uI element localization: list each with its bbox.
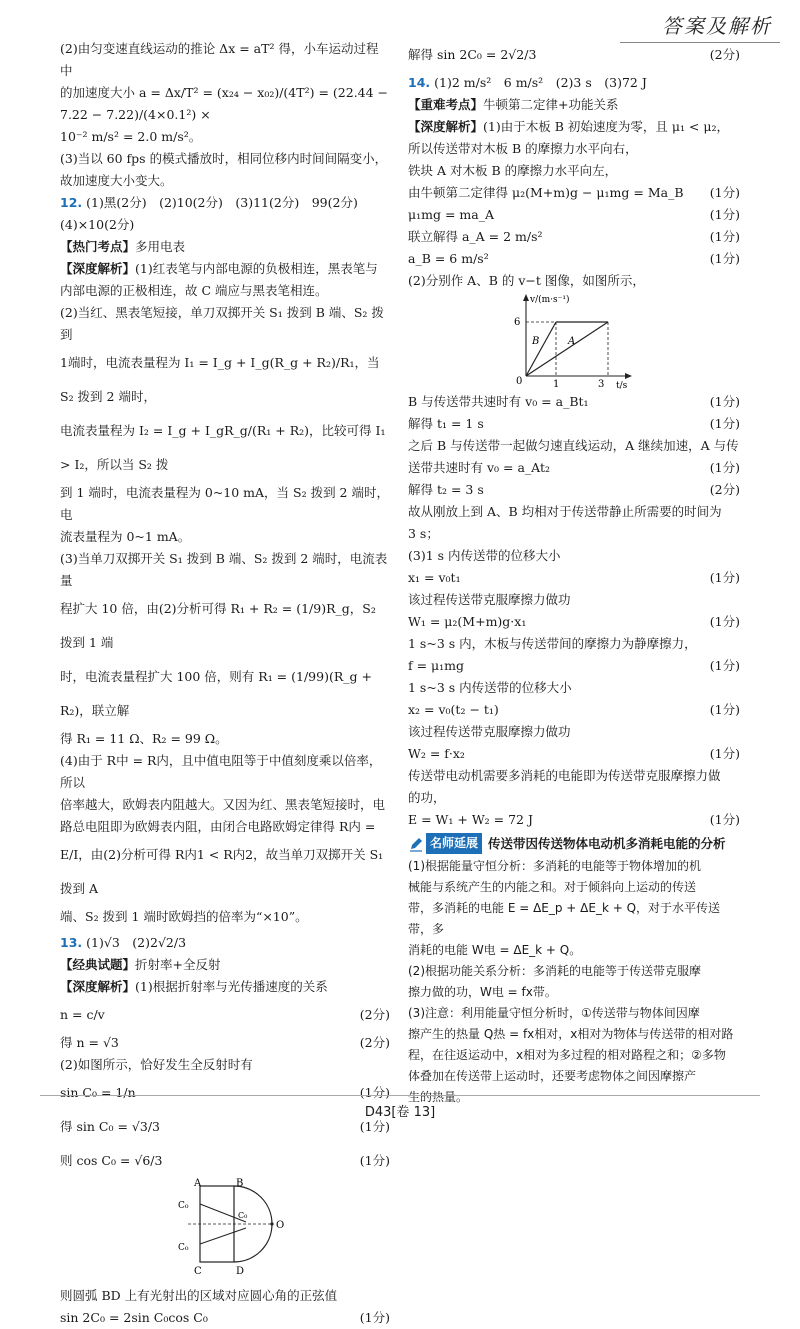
text-line: 倍率越大，欧姆表内阻越大。又因为红、黑表笔短接时，电 (60, 797, 386, 812)
text-line: 10⁻² m/s² = 2.0 m/s²。 (60, 129, 202, 144)
equation-row: a_B = 6 m/s² (1分) (408, 251, 740, 266)
text-line: 该过程传送带克服摩擦力做功 (408, 724, 571, 739)
equation-row: 解得 sin 2C₀ = 2√2/3 (2分) (408, 47, 740, 62)
diagram-label-c0-bottom: C₀ (178, 1243, 189, 1253)
line-a (526, 322, 608, 376)
graph-ytick-6: 6 (514, 317, 521, 328)
q14-analysis: 【深度解析】(1)由于木板 B 初始速度为零，且 μ₁ < μ₂， (408, 119, 730, 134)
text-line: (1)根据能量守恒分析：多消耗的电能等于物体增加的机 (408, 859, 702, 873)
text-line: E/I，由(2)分析可得 R内1 < R内2，故当单刀双掷开关 S₁ 拨到 A (60, 847, 384, 896)
text-line: (3)当以 60 fps 的模式播放时，相同位移内时间间隔变小， (60, 151, 388, 166)
text-line: 1 s~3 s 内传送带的位移大小 (408, 680, 572, 695)
graph-label-a: A (568, 336, 576, 347)
diagram-label-d: D (236, 1266, 245, 1277)
q13-number: 13. (60, 935, 83, 950)
text-line: (2)当红、黑表笔短接，单刀双掷开关 S₁ 拨到 B 端、S₂ 拨到 (60, 305, 384, 342)
equation-row: n = c/v (2分) (60, 1007, 390, 1022)
equation-row: W₁ = μ₂(M+m)g·x₁ (1分) (408, 614, 740, 629)
text-line: 到 1 端时，电流表量程为 0~10 mA，当 S₂ 拨到 2 端时，电 (60, 485, 389, 522)
equation-row: x₁ = v₀t₁ (1分) (408, 570, 740, 585)
diagram-label-b: B (236, 1178, 244, 1189)
q12-answer-cont: (4)×10(2分) (60, 217, 135, 232)
ray-lower (200, 1228, 246, 1244)
text-line: 擦产生的热量 Q热 = fx相对，x相对为物体与传送带的相对路 (408, 1027, 734, 1041)
graph-ylabel: v/(m·s⁻¹) (530, 295, 570, 305)
text-line: 生的热量。 (408, 1090, 469, 1104)
graph-xtick-3: 3 (598, 379, 605, 390)
equation-row: 由牛顿第二定律得 μ₂(M+m)g − μ₁mg = Ma_B (1分) (408, 185, 740, 200)
equation-row: 联立解得 a_A = 2 m/s² (1分) (408, 229, 740, 244)
right-column (408, 38, 740, 1108)
text-line: 故加速度大小变大。 (60, 173, 173, 188)
text-line: 1端时，电流表量程为 I₁ = I_g + I_g(R_g + R₂)/R₁，当 S₂ 拨到 2 端时， (60, 355, 380, 404)
equation-row: 得 n = √3 (2分) (60, 1035, 390, 1050)
text-line: 铁块 A 对木板 B 的摩擦力水平向左， (408, 163, 618, 178)
text-line: 1 s~3 s 内，木板与传送带间的摩擦力为静摩擦力， (408, 636, 697, 651)
q12-tag: 【热门考点】多用电表 (60, 239, 186, 254)
q14-number: 14. (408, 75, 431, 90)
text-line: (2)分别作 A、B 的 v−t 图像，如图所示， (408, 273, 645, 288)
equation-row: 送带共速时有 v₀ = a_At₂ (1分) (408, 460, 740, 475)
text-line: 故从刚放上到 A、B 均相对于传送带静止所需要的时间为 (408, 504, 722, 519)
y-axis-arrow (523, 294, 529, 301)
center-point-o (270, 1222, 273, 1225)
text-line: 流表量程为 0~1 mA。 (60, 529, 191, 544)
text-line: 时，电流表量程扩大 100 倍，则有 R₁ = (1/99)(R_g + R₂)，联立解 (60, 669, 372, 718)
equation-row: W₂ = f·x₂ (1分) (408, 746, 740, 761)
optics-diagram (60, 1178, 390, 1278)
diagram-label-c: C (194, 1266, 202, 1277)
q12-number: 12. (60, 195, 83, 210)
equation-row: 解得 t₁ = 1 s (1分) (408, 416, 740, 431)
text-line: 端、S₂ 拨到 1 端时欧姆挡的倍率为“×10”。 (60, 909, 308, 924)
text-line: (3)当单刀双掷开关 S₁ 拨到 B 端、S₂ 拨到 2 端时，电流表量 (60, 551, 388, 588)
teacher-heading: 传送带因传送物体电动机多消耗电能的分析 (488, 836, 726, 851)
equation-row: sin 2C₀ = 2sin C₀cos C₀ (1分) (60, 1310, 390, 1325)
q12-analysis: 【深度解析】(1)红表笔与内部电源的负极相连，黑表笔与 (60, 261, 378, 276)
diagram-label-o: O (276, 1220, 285, 1231)
text-line: 电流表量程为 I₂ = I_g + I_gR_g/(R₁ + R₂)，比较可得 I₁ > I₂，所以当 S₂ 拨 (60, 423, 386, 472)
text-line: 体叠加在传送带上运动时，还要考虑物体之间因摩擦产 (408, 1069, 697, 1083)
diagram-label-c0-mid: C₀ (238, 1211, 248, 1220)
page-header-title: 答案及解析 (662, 14, 772, 38)
text-line: 带，多消耗的电能 E = ΔE_p + ΔE_k + Q，对于水平传送带，多 (408, 901, 721, 936)
line-b (526, 322, 556, 376)
text-line: 所以传送带对木板 B 的摩擦力水平向右， (408, 141, 638, 156)
text-line: 械能与系统产生的内能之和。对于倾斜向上运动的传送 (408, 880, 697, 894)
text-line: 传送带电动机需要多消耗的电能即为传送带克服摩擦力做 (408, 768, 721, 783)
q13-answer: 13. (1)√3 (2)2√2/3 (60, 935, 187, 950)
text-line: (3)1 s 内传送带的位移大小 (408, 548, 561, 563)
pen-icon (408, 836, 424, 852)
graph-origin: 0 (516, 376, 523, 387)
q14-answer: 14. (1)2 m/s² 6 m/s² (2)3 s (3)72 J (408, 75, 647, 90)
diagram-label-c0-top: C₀ (178, 1201, 189, 1211)
teacher-extension-box (408, 833, 740, 1108)
diagram-label-a: A (194, 1178, 202, 1189)
q13-tag: 【经典试题】折射率+全反射 (60, 957, 221, 972)
text-line: 则圆弧 BD 上有光射出的区域对应圆心角的正弦值 (60, 1288, 338, 1303)
teacher-badge: 名师延展 (426, 833, 482, 854)
equation-row: E = W₁ + W₂ = 72 J (1分) (408, 812, 740, 827)
vt-graph (408, 292, 740, 391)
text-line: 的功， (408, 790, 446, 805)
text-line: (2)由匀变速直线运动的推论 Δx = aT² 得，小车运动过程中 (60, 41, 379, 78)
equation-row: 得 sin C₀ = √3/3 (1分) (60, 1119, 390, 1134)
text-line: 路总电阻即为欧姆表内阻，由闭合电路欧姆定律得 R内 = (60, 819, 376, 834)
text-line: 之后 B 与传送带一起做匀速直线运动，A 继续加速，A 与传 (408, 438, 739, 453)
equation-row: sin C₀ = 1/n (1分) (60, 1085, 390, 1100)
text-line: (2)如图所示，恰好发生全反射时有 (60, 1057, 253, 1072)
teacher-extension-title (408, 833, 740, 854)
equation-row: x₂ = v₀(t₂ − t₁) (1分) (408, 702, 740, 717)
equation-row: μ₁mg = ma_A (1分) (408, 207, 740, 222)
equation-row: 则 cos C₀ = √6/3 (1分) (60, 1153, 390, 1168)
graph-label-b: B (532, 336, 540, 347)
equation-row: f = μ₁mg (1分) (408, 658, 740, 673)
text-line: 程扩大 10 倍，由(2)分析可得 R₁ + R₂ = (1/9)R_g，S₂ 拨到 1 端 (60, 601, 376, 650)
text-line: (4)由于 R中 = R内，且中值电阻等于中值刻度乘以倍率，所以 (60, 753, 382, 790)
text-line: 内部电源的正极相连，故 C 端应与黑表笔相连。 (60, 283, 328, 298)
text-line: 程，在往返运动中，x相对为多过程的相对路程之和；②多物 (408, 1048, 726, 1062)
x-axis-arrow (625, 373, 632, 379)
equation-row: B 与传送带共速时有 v₀ = a_Bt₁ (1分) (408, 394, 740, 409)
text-line: (2)根据功能关系分析：多消耗的电能等于传送带克服摩 (408, 964, 702, 978)
q13-analysis: 【深度解析】(1)根据折射率与光传播速度的关系 (60, 979, 328, 994)
q14-tag: 【重难考点】牛顿第二定律+功能关系 (408, 97, 619, 112)
text-line: 该过程传送带克服摩擦力做功 (408, 592, 571, 607)
page-number: D43[卷 13] (364, 1105, 436, 1120)
text-line: 擦力做的功，W电 = fx带。 (408, 985, 557, 999)
text-line: (3)注意：利用能量守恒分析时，①传送带与物体间因摩 (408, 1006, 700, 1020)
text-line: 3 s； (408, 526, 439, 541)
left-column (60, 38, 390, 1329)
equation-row: 解得 t₂ = 3 s (2分) (408, 482, 740, 497)
q12-answer: 12. (1)黑(2分) (2)10(2分) (3)11(2分) 99(2分) (60, 195, 358, 210)
text-line: 消耗的电能 W电 = ΔE_k + Q。 (408, 943, 582, 957)
text-line: 的加速度大小 a = Δx/T² = (x₂₄ − x₀₂)/(4T²) = (22.44 − 7.22 − 7.22)/(4×0.1²) × (60, 85, 389, 122)
graph-xlabel: t/s (616, 381, 628, 391)
graph-xtick-1: 1 (553, 379, 560, 390)
footer-divider (40, 1095, 760, 1096)
text-line: 得 R₁ = 11 Ω、R₂ = 99 Ω。 (60, 731, 228, 746)
